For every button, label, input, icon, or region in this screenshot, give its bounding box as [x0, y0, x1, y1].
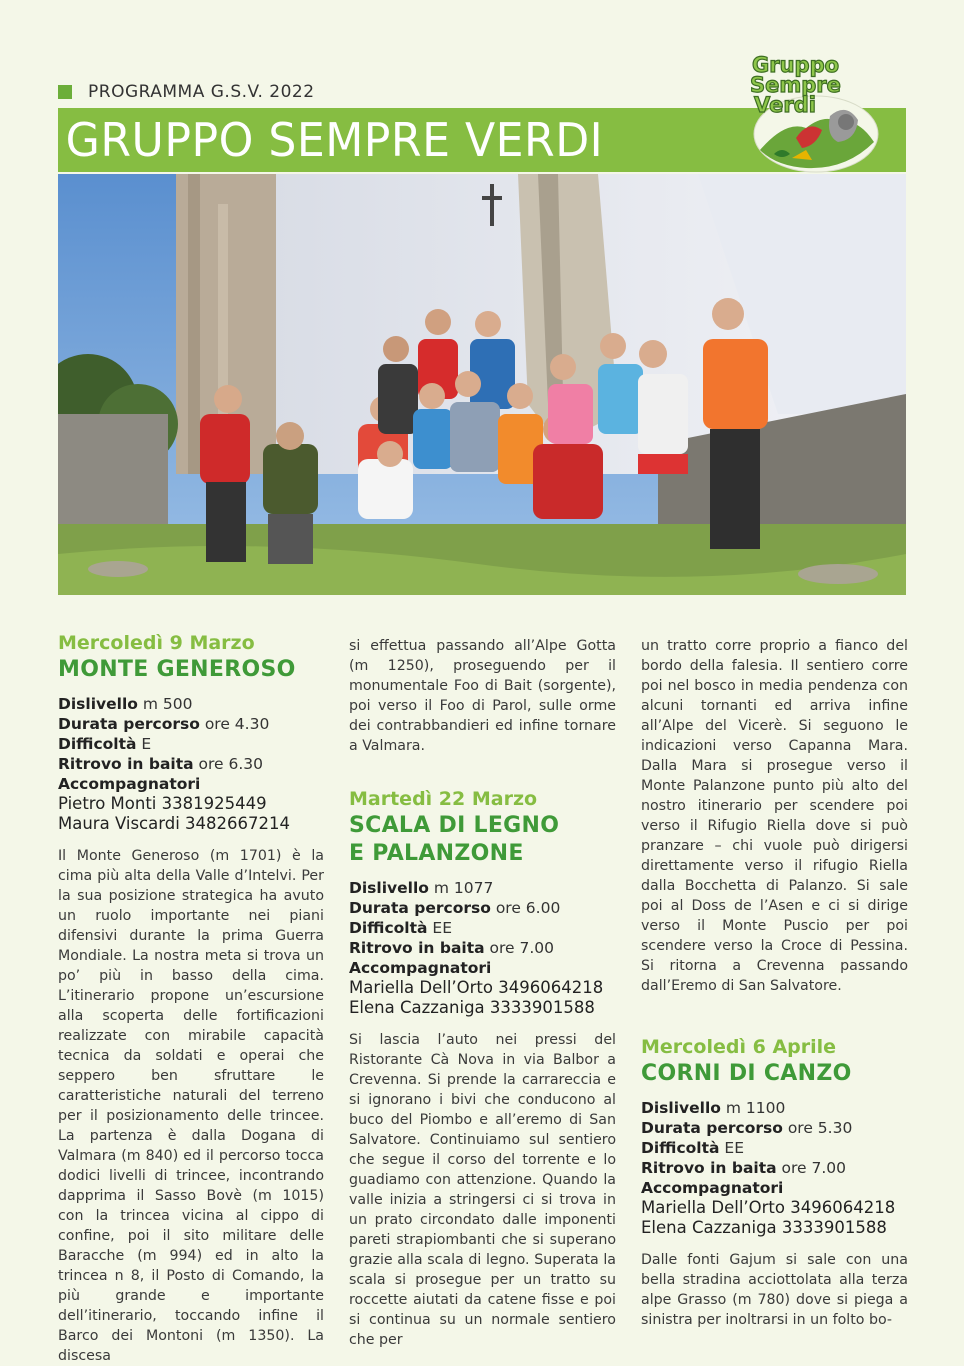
- hike-1-dislivello: m 500: [142, 695, 193, 713]
- label-difficolta: Difficoltà: [641, 1139, 720, 1157]
- hike-3-info: [641, 1098, 908, 1238]
- hike-1-guide-1: Pietro Monti 3381925449: [58, 794, 267, 813]
- hike-1-durata: ore 4.30: [204, 715, 270, 733]
- hike-1-date: Mercoledì 9 Marzo: [58, 632, 255, 654]
- label-ritrovo: Ritrovo in baita: [58, 755, 194, 773]
- hike-2-difficolta: EE: [432, 919, 453, 937]
- logo-word-2: Sempre: [750, 73, 841, 97]
- hike-1-description-cont: si effettua passando all’Alpe Gotta (m 1250), proseguendo per il monumentale Foo di Bait (sorgente), poi verso il Foo di Parol, sulle orme dei contrabbandieri ed infine tornare a Valmara.: [349, 638, 616, 754]
- label-dislivello: Dislivello: [349, 879, 429, 897]
- label-difficolta: Difficoltà: [349, 919, 428, 937]
- section-kicker: [58, 82, 315, 102]
- label-difficolta: Difficoltà: [58, 735, 137, 753]
- label-dislivello: Dislivello: [58, 695, 138, 713]
- hike-1-info: [58, 694, 324, 834]
- hike-2-guide-2: Elena Cazzaniga 3333901588: [349, 998, 595, 1017]
- hike-2-description-cont: un tratto corre proprio a fianco del bordo della falesia. Il sentiero corre poi nel bosco in media pendenza con alcuni tornanti ed arriva infine all’Alpe del Vicerè. Si seguono le indicazioni verso Capanna Mara. Dalla Mara si prosegue verso il Monte Palanzone punto più alto del nostro itinerario per scendere poi verso il Rifugio Riella dove si può pranzare – chi vuole può dirigersi direttamente verso il rifugio Riella dalla Bocchetta di Palanzo. Si sale poi al Doss de l’Asen e ci si dirige verso il Monte Puscio per poi scendere verso la Croce di Pessina. Si ritorna a Crevenna passando dall’Eremo di San Salvatore.: [641, 638, 908, 994]
- hike-2-title-line-1: SCALA DI LEGNO: [349, 813, 560, 838]
- hike-3-date: Mercoledì 6 Aprile: [641, 1036, 837, 1058]
- hike-2-title-line-2: E PALANZONE: [349, 841, 524, 866]
- label-accompagnatori: Accompagnatori: [641, 1179, 784, 1197]
- hike-3-durata: ore 5.30: [787, 1119, 853, 1137]
- hike-2-ritrovo: ore 7.00: [489, 939, 555, 957]
- label-durata: Durata percorso: [349, 899, 491, 917]
- hike-3-title: CORNI DI CANZO: [641, 1061, 852, 1086]
- logo-word-1: Gruppo: [752, 53, 840, 77]
- label-durata: Durata percorso: [641, 1119, 783, 1137]
- group-photo: [58, 174, 906, 595]
- column-2: [349, 636, 616, 1350]
- logo-word-3: Verdi: [754, 93, 816, 117]
- hike-1-difficolta: E: [141, 735, 152, 753]
- hike-3-description: Dalle fonti Gajum si sale con una bella stradina acciottolata alla terza alpe Grasso (m 780) dove si piega a sinistra per inoltrarsi in un folto bo-: [641, 1252, 908, 1328]
- hike-3-difficolta: EE: [724, 1139, 745, 1157]
- hike-2-info: [349, 878, 616, 1018]
- hike-1-description: Il Monte Generoso (m 1701) è la cima più alta della Valle d’Intelvi. Per la sua posizione strategica ha avuto un ruolo importante nei piani difensivi durante la prima Guerra Mondiale. La nostra meta si trova un po’ più in basso della cima. L’itinerario propone un’escursione alla scoperta delle fortificazioni realizzate con mirabile capacità tecnica da soldati e operai che seppero ben sfruttare le caratteristiche naturali del terreno per il posizionamento delle trincee. La partenza è dalla Dogana di Valmara (m 840) ed il percorso tocca dodici livelli di trincee, incontrando dapprima il Sasso Bovè (m 1015) con la trincea vicina al cippo di confine, poi il sito militare delle Baracche (m 994) ed in alto la trincea n 8, il Posto di Comando, la più grande e importante dell’itinerario, toccando infine il Barco dei Montoni (m 1350). La discesa: [58, 848, 324, 1364]
- hike-3-guide-2: Elena Cazzaniga 3333901588: [641, 1218, 887, 1237]
- kicker-square-icon: [58, 85, 72, 99]
- kicker-text: PROGRAMMA G.S.V. 2022: [88, 82, 315, 102]
- hike-2-date: Martedì 22 Marzo: [349, 788, 538, 810]
- column-1: [58, 630, 324, 1366]
- hike-3-dislivello: m 1100: [725, 1099, 786, 1117]
- label-dislivello: Dislivello: [641, 1099, 721, 1117]
- hike-2-dislivello: m 1077: [433, 879, 494, 897]
- label-accompagnatori: Accompagnatori: [58, 775, 201, 793]
- page-title: GRUPPO SEMPRE VERDI: [65, 113, 604, 167]
- column-3: [641, 636, 908, 1330]
- label-ritrovo: Ritrovo in baita: [349, 939, 485, 957]
- group-logo: [746, 50, 882, 174]
- hike-1-title: MONTE GENEROSO: [58, 657, 296, 682]
- hike-3-guide-1: Mariella Dell’Orto 3496064218: [641, 1198, 896, 1217]
- label-accompagnatori: Accompagnatori: [349, 959, 492, 977]
- label-ritrovo: Ritrovo in baita: [641, 1159, 777, 1177]
- hike-1-ritrovo: ore 6.30: [198, 755, 264, 773]
- hike-3-ritrovo: ore 7.00: [781, 1159, 847, 1177]
- hike-1-guide-2: Maura Viscardi 3482667214: [58, 814, 291, 833]
- hike-2-title: [349, 812, 616, 868]
- hike-2-durata: ore 6.00: [495, 899, 561, 917]
- label-durata: Durata percorso: [58, 715, 200, 733]
- hike-2-guide-1: Mariella Dell’Orto 3496064218: [349, 978, 604, 997]
- hike-2-description: Si lascia l’auto nei pressi del Ristorante Cà Nova in via Balbor a Crevenna. Si prende la carrareccia e si ignorano i bivi che conducono al buco del Piombo e all’eremo di San Salvatore. Continuiamo sul sentiero che segue il corso del torrente e lo guadiamo con attenzione. Quando la valle inizia a stringersi ci si trova in un prato circondato dalle imponenti pareti strapiombanti che si superano grazie alla scala di legno. Superata la scala si prosegue per un tratto su roccette aiutati da catene fisse e poi si continua su un normale sentiero che per: [349, 1032, 616, 1348]
